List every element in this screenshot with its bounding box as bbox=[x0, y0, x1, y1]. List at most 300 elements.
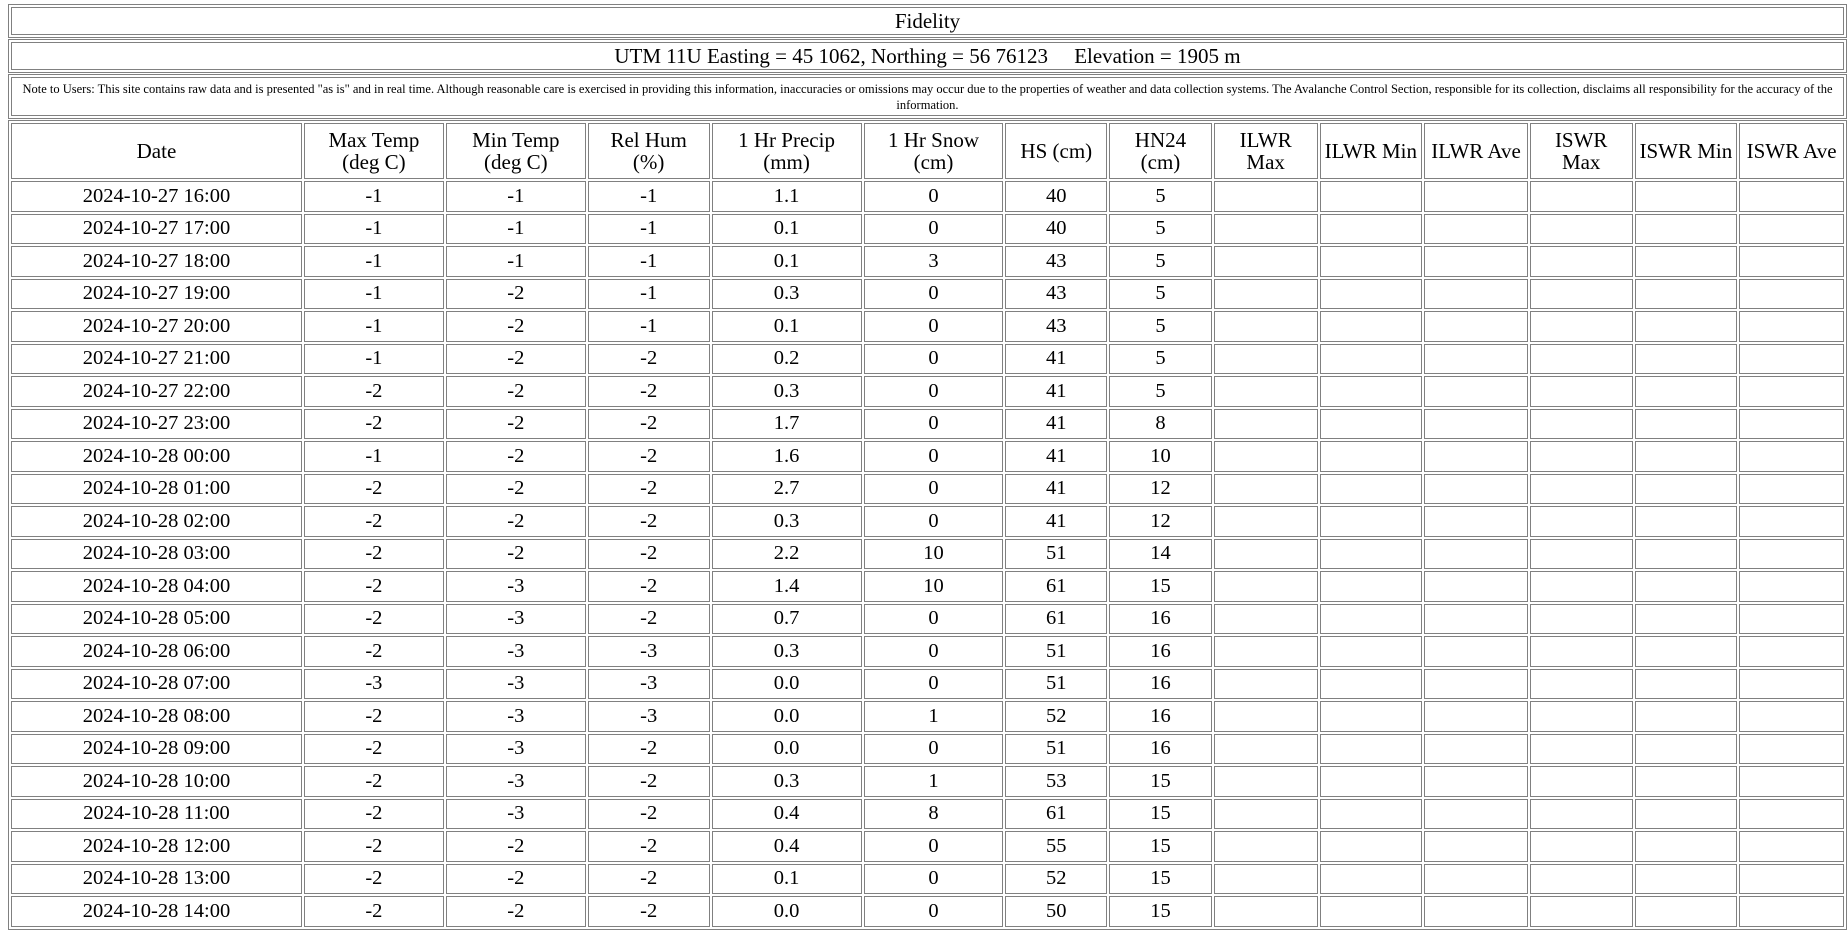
table-cell bbox=[1424, 571, 1528, 602]
table-cell bbox=[1739, 864, 1844, 895]
date-cell: 2024-10-28 07:00 bbox=[11, 669, 302, 700]
table-cell: -2 bbox=[588, 734, 710, 765]
table-cell: -1 bbox=[588, 246, 710, 277]
table-cell: -2 bbox=[446, 409, 586, 440]
column-header bbox=[1424, 123, 1528, 179]
table-cell bbox=[1739, 701, 1844, 732]
table-cell: 1.1 bbox=[712, 181, 862, 212]
table-cell bbox=[1214, 409, 1318, 440]
table-cell: 12 bbox=[1109, 506, 1212, 537]
table-cell bbox=[1424, 734, 1528, 765]
table-cell: 43 bbox=[1005, 246, 1107, 277]
table-cell: -2 bbox=[304, 571, 444, 602]
weather-data-table bbox=[8, 120, 1847, 930]
table-cell: -3 bbox=[446, 636, 586, 667]
table-cell: 52 bbox=[1005, 864, 1107, 895]
table-cell: -2 bbox=[446, 311, 586, 342]
table-cell bbox=[1424, 766, 1528, 797]
table-cell: 0 bbox=[864, 734, 1004, 765]
date-cell: 2024-10-27 18:00 bbox=[11, 246, 302, 277]
table-cell bbox=[1635, 896, 1738, 927]
table-cell: -3 bbox=[588, 636, 710, 667]
table-cell bbox=[1214, 214, 1318, 245]
table-cell: 0 bbox=[864, 311, 1004, 342]
table-cell: -2 bbox=[588, 539, 710, 570]
table-cell bbox=[1635, 799, 1738, 830]
table-cell bbox=[1214, 831, 1318, 862]
table-cell bbox=[1424, 539, 1528, 570]
table-cell: -1 bbox=[588, 311, 710, 342]
table-cell: -3 bbox=[588, 701, 710, 732]
column-header bbox=[1739, 123, 1844, 179]
table-cell: 61 bbox=[1005, 799, 1107, 830]
table-cell: 10 bbox=[1109, 441, 1212, 472]
table-cell: -2 bbox=[446, 474, 586, 505]
table-cell bbox=[1320, 279, 1423, 310]
table-cell: -2 bbox=[304, 734, 444, 765]
table-cell bbox=[1214, 669, 1318, 700]
table-cell: 0 bbox=[864, 669, 1004, 700]
table-cell: 51 bbox=[1005, 669, 1107, 700]
table-cell bbox=[1635, 376, 1738, 407]
table-cell: -1 bbox=[588, 279, 710, 310]
table-cell: 5 bbox=[1109, 279, 1212, 310]
table-row bbox=[11, 181, 1844, 212]
table-cell bbox=[1320, 506, 1423, 537]
table-cell bbox=[1214, 766, 1318, 797]
table-cell: 43 bbox=[1005, 311, 1107, 342]
table-cell: 1 bbox=[864, 701, 1004, 732]
table-cell bbox=[1635, 474, 1738, 505]
table-cell bbox=[1320, 409, 1423, 440]
table-cell bbox=[1320, 734, 1423, 765]
table-cell bbox=[1214, 474, 1318, 505]
table-row bbox=[11, 864, 1844, 895]
table-cell bbox=[1739, 799, 1844, 830]
table-cell bbox=[1530, 474, 1633, 505]
date-cell: 2024-10-27 22:00 bbox=[11, 376, 302, 407]
table-cell bbox=[1739, 506, 1844, 537]
table-row bbox=[11, 734, 1844, 765]
table-row bbox=[11, 506, 1844, 537]
table-cell bbox=[1320, 604, 1423, 635]
table-cell: 0.1 bbox=[712, 311, 862, 342]
column-header-text: Max Temp bbox=[328, 128, 420, 152]
table-cell: 5 bbox=[1109, 246, 1212, 277]
table-cell: -2 bbox=[304, 636, 444, 667]
table-cell: -2 bbox=[588, 604, 710, 635]
table-cell bbox=[1739, 539, 1844, 570]
table-cell bbox=[1635, 864, 1738, 895]
table-cell: -3 bbox=[446, 734, 586, 765]
table-cell: -1 bbox=[304, 279, 444, 310]
column-header-text: (cm) bbox=[913, 150, 954, 174]
table-cell: -2 bbox=[588, 474, 710, 505]
column-header bbox=[588, 123, 710, 179]
date-cell: 2024-10-28 04:00 bbox=[11, 571, 302, 602]
table-cell bbox=[1635, 539, 1738, 570]
table-cell bbox=[1320, 181, 1423, 212]
table-cell: -3 bbox=[304, 669, 444, 700]
table-cell: -2 bbox=[304, 864, 444, 895]
table-cell: -2 bbox=[588, 409, 710, 440]
table-cell bbox=[1530, 831, 1633, 862]
table-cell bbox=[1424, 831, 1528, 862]
table-cell bbox=[1635, 571, 1738, 602]
table-cell bbox=[1635, 734, 1738, 765]
table-cell: -3 bbox=[446, 766, 586, 797]
table-cell: 0.3 bbox=[712, 279, 862, 310]
table-row bbox=[11, 441, 1844, 472]
table-cell bbox=[1424, 376, 1528, 407]
column-header bbox=[1635, 123, 1738, 179]
table-cell: 0 bbox=[864, 831, 1004, 862]
table-cell: -2 bbox=[304, 604, 444, 635]
table-cell: 0.4 bbox=[712, 831, 862, 862]
table-cell: 1.7 bbox=[712, 409, 862, 440]
table-cell: 61 bbox=[1005, 604, 1107, 635]
table-cell bbox=[1530, 864, 1633, 895]
table-cell bbox=[1635, 669, 1738, 700]
table-cell bbox=[1739, 214, 1844, 245]
title-table bbox=[8, 4, 1847, 38]
table-cell: 0 bbox=[864, 214, 1004, 245]
column-header-text: (mm) bbox=[763, 150, 810, 174]
column-header bbox=[1530, 123, 1633, 179]
table-cell: 15 bbox=[1109, 831, 1212, 862]
column-header-text: Min Temp bbox=[472, 128, 560, 152]
note-table bbox=[8, 74, 1847, 119]
table-cell: -1 bbox=[588, 181, 710, 212]
table-cell: 0.0 bbox=[712, 734, 862, 765]
table-cell bbox=[1320, 474, 1423, 505]
table-cell: 16 bbox=[1109, 669, 1212, 700]
table-cell bbox=[1530, 571, 1633, 602]
column-header-text: Date bbox=[136, 139, 177, 163]
column-header-text: (cm) bbox=[1140, 150, 1181, 174]
table-cell bbox=[1530, 344, 1633, 375]
table-cell bbox=[1635, 214, 1738, 245]
table-cell: 0 bbox=[864, 279, 1004, 310]
column-header-text: (%) bbox=[632, 150, 665, 174]
table-cell bbox=[1530, 539, 1633, 570]
column-header-text: ILWR bbox=[1239, 128, 1292, 152]
date-cell: 2024-10-28 11:00 bbox=[11, 799, 302, 830]
table-cell bbox=[1214, 604, 1318, 635]
table-cell bbox=[1214, 571, 1318, 602]
table-cell bbox=[1739, 831, 1844, 862]
table-cell: -2 bbox=[304, 701, 444, 732]
table-cell: 41 bbox=[1005, 441, 1107, 472]
table-cell bbox=[1635, 344, 1738, 375]
table-cell bbox=[1424, 311, 1528, 342]
table-cell: -2 bbox=[588, 799, 710, 830]
table-cell bbox=[1320, 864, 1423, 895]
table-cell bbox=[1635, 181, 1738, 212]
table-cell: 1.6 bbox=[712, 441, 862, 472]
table-cell: -2 bbox=[446, 441, 586, 472]
table-cell bbox=[1635, 311, 1738, 342]
table-cell: -2 bbox=[588, 571, 710, 602]
table-cell: 0.1 bbox=[712, 246, 862, 277]
table-cell bbox=[1530, 766, 1633, 797]
column-header bbox=[864, 123, 1004, 179]
table-cell bbox=[1320, 311, 1423, 342]
table-cell: 51 bbox=[1005, 734, 1107, 765]
table-cell: -2 bbox=[588, 376, 710, 407]
table-row bbox=[11, 701, 1844, 732]
table-cell bbox=[1530, 734, 1633, 765]
table-row bbox=[11, 604, 1844, 635]
table-cell bbox=[1739, 636, 1844, 667]
table-cell bbox=[1424, 896, 1528, 927]
table-cell: 2.2 bbox=[712, 539, 862, 570]
table-cell: 12 bbox=[1109, 474, 1212, 505]
table-cell: -3 bbox=[588, 669, 710, 700]
table-cell bbox=[1424, 506, 1528, 537]
column-header-text: ISWR Ave bbox=[1746, 139, 1837, 163]
table-cell bbox=[1739, 279, 1844, 310]
column-header-text: (deg C) bbox=[342, 150, 406, 174]
table-cell: 16 bbox=[1109, 734, 1212, 765]
table-cell bbox=[1214, 311, 1318, 342]
column-header-text: (deg C) bbox=[484, 150, 548, 174]
column-header bbox=[446, 123, 586, 179]
location-table bbox=[8, 39, 1847, 73]
table-cell: 5 bbox=[1109, 376, 1212, 407]
date-cell: 2024-10-27 16:00 bbox=[11, 181, 302, 212]
table-cell: 5 bbox=[1109, 181, 1212, 212]
table-cell: -1 bbox=[304, 441, 444, 472]
table-cell bbox=[1214, 376, 1318, 407]
table-cell bbox=[1214, 896, 1318, 927]
table-cell bbox=[1739, 571, 1844, 602]
table-cell: 41 bbox=[1005, 376, 1107, 407]
table-row bbox=[11, 409, 1844, 440]
table-cell bbox=[1635, 604, 1738, 635]
table-cell bbox=[1530, 181, 1633, 212]
table-cell: 61 bbox=[1005, 571, 1107, 602]
date-cell: 2024-10-28 12:00 bbox=[11, 831, 302, 862]
table-cell bbox=[1214, 181, 1318, 212]
column-header bbox=[11, 123, 302, 179]
table-cell bbox=[1739, 246, 1844, 277]
table-cell bbox=[1530, 896, 1633, 927]
table-cell: 0 bbox=[864, 409, 1004, 440]
table-cell: 0.0 bbox=[712, 896, 862, 927]
table-cell bbox=[1424, 474, 1528, 505]
table-row bbox=[11, 799, 1844, 830]
table-cell: -2 bbox=[446, 831, 586, 862]
table-cell bbox=[1635, 831, 1738, 862]
table-cell: 41 bbox=[1005, 344, 1107, 375]
table-cell: -2 bbox=[304, 896, 444, 927]
table-body bbox=[11, 181, 1844, 927]
date-cell: 2024-10-28 05:00 bbox=[11, 604, 302, 635]
table-cell: 0 bbox=[864, 474, 1004, 505]
table-cell bbox=[1424, 864, 1528, 895]
table-cell: 0 bbox=[864, 344, 1004, 375]
table-cell: 0 bbox=[864, 181, 1004, 212]
table-cell: -2 bbox=[304, 766, 444, 797]
table-cell: -1 bbox=[446, 246, 586, 277]
table-cell bbox=[1635, 766, 1738, 797]
table-cell bbox=[1530, 376, 1633, 407]
table-cell: 8 bbox=[864, 799, 1004, 830]
table-cell bbox=[1530, 246, 1633, 277]
table-cell: -2 bbox=[304, 376, 444, 407]
date-cell: 2024-10-28 00:00 bbox=[11, 441, 302, 472]
table-row bbox=[11, 571, 1844, 602]
table-row bbox=[11, 246, 1844, 277]
table-cell bbox=[1530, 636, 1633, 667]
date-cell: 2024-10-27 19:00 bbox=[11, 279, 302, 310]
table-cell bbox=[1739, 181, 1844, 212]
table-cell bbox=[1424, 279, 1528, 310]
table-cell bbox=[1530, 441, 1633, 472]
date-cell: 2024-10-28 13:00 bbox=[11, 864, 302, 895]
date-cell: 2024-10-27 23:00 bbox=[11, 409, 302, 440]
table-cell bbox=[1424, 409, 1528, 440]
station-location: UTM 11U Easting = 45 1062, Northing = 56 76123 Elevation = 1905 m bbox=[11, 42, 1844, 70]
table-cell bbox=[1320, 799, 1423, 830]
table-row bbox=[11, 311, 1844, 342]
table-cell bbox=[1424, 636, 1528, 667]
table-cell bbox=[1424, 701, 1528, 732]
table-cell: 53 bbox=[1005, 766, 1107, 797]
table-cell bbox=[1739, 669, 1844, 700]
table-cell: -1 bbox=[446, 214, 586, 245]
table-cell: 50 bbox=[1005, 896, 1107, 927]
table-cell: 0 bbox=[864, 896, 1004, 927]
table-cell: 0 bbox=[864, 441, 1004, 472]
table-cell: -2 bbox=[304, 799, 444, 830]
table-cell: -3 bbox=[446, 571, 586, 602]
table-cell bbox=[1635, 441, 1738, 472]
table-cell bbox=[1530, 214, 1633, 245]
table-cell: 5 bbox=[1109, 311, 1212, 342]
table-cell: -2 bbox=[446, 896, 586, 927]
column-header-text: ILWR Ave bbox=[1431, 139, 1521, 163]
station-name: Fidelity bbox=[11, 7, 1844, 35]
table-cell: 0 bbox=[864, 636, 1004, 667]
table-cell: -2 bbox=[588, 896, 710, 927]
table-cell: 0 bbox=[864, 376, 1004, 407]
column-header-text: ILWR Min bbox=[1324, 139, 1418, 163]
table-cell: 5 bbox=[1109, 214, 1212, 245]
column-header-text: ISWR bbox=[1554, 128, 1608, 152]
table-cell: -2 bbox=[446, 279, 586, 310]
table-cell bbox=[1635, 506, 1738, 537]
table-cell: 0.3 bbox=[712, 636, 862, 667]
table-cell: -1 bbox=[304, 344, 444, 375]
table-cell bbox=[1320, 831, 1423, 862]
table-cell bbox=[1320, 539, 1423, 570]
table-cell bbox=[1739, 441, 1844, 472]
date-cell: 2024-10-28 01:00 bbox=[11, 474, 302, 505]
table-cell: 0.3 bbox=[712, 506, 862, 537]
table-row bbox=[11, 214, 1844, 245]
table-cell bbox=[1739, 604, 1844, 635]
table-cell bbox=[1320, 896, 1423, 927]
table-cell: 0.3 bbox=[712, 766, 862, 797]
table-cell: -1 bbox=[304, 311, 444, 342]
table-cell bbox=[1214, 799, 1318, 830]
date-cell: 2024-10-28 09:00 bbox=[11, 734, 302, 765]
table-cell bbox=[1530, 604, 1633, 635]
table-cell: 0.4 bbox=[712, 799, 862, 830]
table-cell: 0 bbox=[864, 604, 1004, 635]
table-header-row bbox=[11, 123, 1844, 179]
table-cell: 0.2 bbox=[712, 344, 862, 375]
page-content bbox=[8, 4, 1847, 930]
date-cell: 2024-10-28 03:00 bbox=[11, 539, 302, 570]
table-cell bbox=[1424, 214, 1528, 245]
table-cell: 52 bbox=[1005, 701, 1107, 732]
column-header bbox=[1214, 123, 1318, 179]
table-cell bbox=[1739, 734, 1844, 765]
table-cell: 2.7 bbox=[712, 474, 862, 505]
table-cell bbox=[1320, 441, 1423, 472]
table-row bbox=[11, 344, 1844, 375]
column-header-text: HN24 bbox=[1134, 128, 1187, 152]
table-row bbox=[11, 896, 1844, 927]
table-cell: -2 bbox=[304, 539, 444, 570]
table-cell: 15 bbox=[1109, 799, 1212, 830]
table-cell bbox=[1530, 311, 1633, 342]
table-cell: 0.7 bbox=[712, 604, 862, 635]
column-header-text: Max bbox=[1561, 150, 1601, 174]
table-cell: -1 bbox=[304, 246, 444, 277]
table-cell: -2 bbox=[588, 766, 710, 797]
table-cell: 41 bbox=[1005, 474, 1107, 505]
table-row bbox=[11, 474, 1844, 505]
table-cell bbox=[1530, 669, 1633, 700]
date-cell: 2024-10-28 10:00 bbox=[11, 766, 302, 797]
table-cell: 16 bbox=[1109, 604, 1212, 635]
table-cell bbox=[1530, 409, 1633, 440]
table-cell: 10 bbox=[864, 539, 1004, 570]
table-cell bbox=[1320, 636, 1423, 667]
table-cell: 16 bbox=[1109, 701, 1212, 732]
table-cell bbox=[1739, 376, 1844, 407]
table-cell bbox=[1214, 344, 1318, 375]
column-header-text: HS (cm) bbox=[1020, 139, 1093, 163]
table-cell: -2 bbox=[446, 506, 586, 537]
table-cell: 15 bbox=[1109, 896, 1212, 927]
table-cell bbox=[1424, 246, 1528, 277]
column-header bbox=[1109, 123, 1212, 179]
table-cell bbox=[1320, 669, 1423, 700]
table-cell: 0.1 bbox=[712, 864, 862, 895]
table-cell bbox=[1635, 636, 1738, 667]
table-cell: 40 bbox=[1005, 181, 1107, 212]
column-header-text: 1 Hr Snow bbox=[888, 128, 980, 152]
table-cell bbox=[1739, 896, 1844, 927]
table-cell bbox=[1424, 604, 1528, 635]
table-cell: 0.0 bbox=[712, 701, 862, 732]
table-cell: 1.4 bbox=[712, 571, 862, 602]
table-cell: 0.1 bbox=[712, 214, 862, 245]
table-cell: 55 bbox=[1005, 831, 1107, 862]
table-cell: -2 bbox=[446, 864, 586, 895]
table-cell bbox=[1739, 311, 1844, 342]
table-cell bbox=[1214, 636, 1318, 667]
table-cell: -3 bbox=[446, 604, 586, 635]
column-header bbox=[1320, 123, 1423, 179]
table-cell: -1 bbox=[446, 181, 586, 212]
table-cell bbox=[1320, 571, 1423, 602]
